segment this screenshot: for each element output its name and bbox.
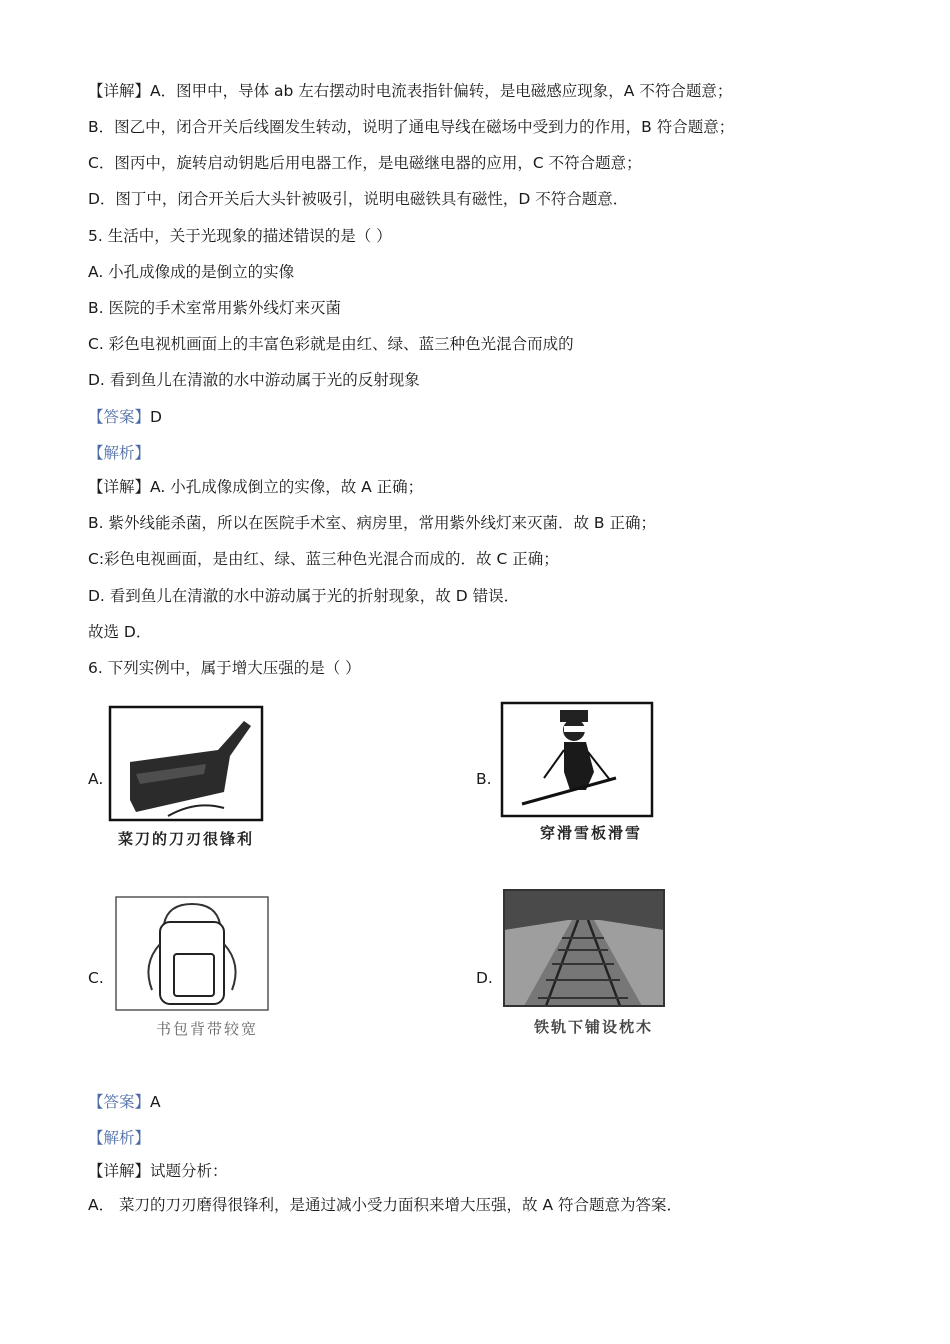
q6-detail-line-1	[88, 1161, 228, 1181]
prev-detail-line-4: D．图丁中，闭合开关后大头针被吸引，说明电磁铁具有磁性，D 不符合题意．	[88, 190, 629, 208]
answer-value: D	[150, 408, 162, 426]
q5-option-d: D. 看到鱼儿在清澈的水中游动属于光的反射现象	[88, 371, 420, 389]
q5-analysis-tag: 【解析】	[88, 444, 151, 462]
q5-conclusion: 故选 D．	[88, 623, 152, 641]
q6-option-d-caption: 铁轨下铺设枕木	[534, 1018, 654, 1036]
q6-stem: 6. 下列实例中，属于增大压强的是（ ）	[88, 659, 361, 677]
cleaver-image	[106, 704, 268, 824]
q6-option-a-caption: 菜刀的刀刃很锋利	[118, 830, 255, 848]
q6-option-b-caption: 穿滑雪板滑雪	[540, 824, 643, 842]
q6-option-c-caption: 书包背带较宽	[156, 1020, 259, 1038]
q6-option-c-letter: C.	[88, 969, 104, 987]
backpack-image	[112, 894, 274, 1014]
q5-detail-line-4: D. 看到鱼儿在清澈的水中游动属于光的折射现象，故 D 错误．	[88, 587, 520, 605]
detail-text: 试题分析：	[150, 1162, 228, 1180]
q5-option-b: B. 医院的手术室常用紫外线灯来灭菌	[88, 299, 341, 317]
q6-analysis-tag: 【解析】	[88, 1129, 151, 1147]
q5-option-c: C. 彩色电视机画面上的丰富色彩就是由红、绿、蓝三种色光混合而成的	[88, 335, 574, 353]
q5-detail-line-1	[88, 477, 423, 497]
prev-detail-line-1: 【详解】A．图甲中，导体 ab 左右摆动时电流表指针偏转，是电磁感应现象，A 不符合题意；	[88, 82, 733, 100]
q6-option-d-letter: D.	[476, 969, 493, 987]
q5-detail-line-2: B. 紫外线能杀菌，所以在医院手术室、病房里，常用紫外线灯来灭菌．故 B 正确；	[88, 514, 656, 532]
answer-value: A	[150, 1093, 161, 1111]
prev-detail-line-2: B．图乙中，闭合开关后线圈发生转动，说明了通电导线在磁场中受到力的作用，B 符合题意；	[88, 118, 735, 136]
q6-answer	[88, 1092, 161, 1112]
detail-text: A. 小孔成像成倒立的实像，故 A 正确；	[150, 478, 424, 496]
q6-detail-line-2: A． 菜刀的刀刃磨得很锋利，是通过减小受力面积来增大压强，故 A 符合题意为答案．	[88, 1196, 682, 1214]
railway-track-image	[502, 888, 666, 1008]
q6-option-a-letter: A.	[88, 770, 104, 788]
q5-stem: 5. 生活中，关于光现象的描述错误的是（ ）	[88, 227, 392, 245]
q6-option-b-letter: B.	[476, 770, 492, 788]
answer-tag: 【答案】	[88, 408, 151, 426]
prev-detail-line-3: C．图丙中，旋转启动钥匙后用电器工作，是电磁继电器的应用，C 不符合题意；	[88, 154, 642, 172]
detail-tag: 【详解】	[88, 478, 151, 496]
q5-detail-line-3: C:彩色电视画面，是由红、绿、蓝三种色光混合而成的．故 C 正确；	[88, 550, 559, 568]
answer-tag: 【答案】	[88, 1093, 151, 1111]
skier-image	[498, 700, 658, 820]
q5-answer	[88, 407, 162, 427]
q5-option-a: A. 小孔成像成的是倒立的实像	[88, 263, 295, 281]
detail-tag: 【详解】	[88, 1162, 151, 1180]
